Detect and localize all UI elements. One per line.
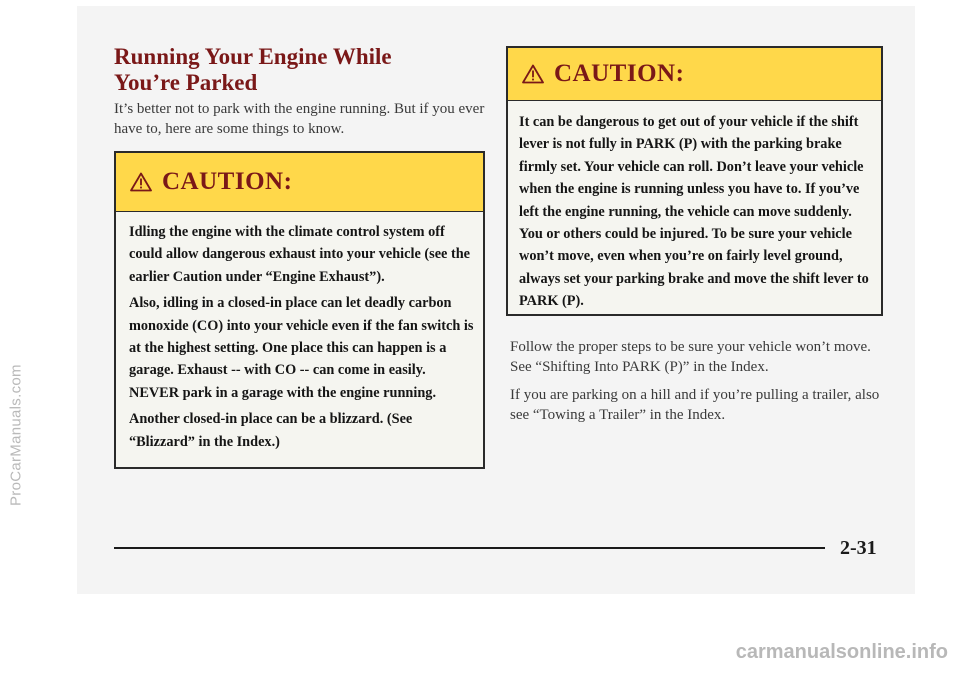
caution-body — [116, 212, 483, 453]
caution-title: CAUTION: — [162, 168, 293, 195]
caution-paragraph: Idling the engine with the climate control system off could allow dangerous exhaust into your vehicle (see the earlier Caution under “Engine Exhaust”). — [129, 224, 471, 285]
caution-paragraph: Another closed-in place can be a blizzard. (See “Blizzard” in the Index.) — [129, 411, 413, 450]
section-heading — [114, 44, 474, 96]
bottom-watermark: carmanualsonline.info — [735, 641, 948, 663]
warning-triangle-icon — [130, 172, 152, 192]
side-watermark: ProCarManuals.com — [7, 364, 25, 506]
caution-paragraph: It can be dangerous to get out of your vehicle if the shift lever is not fully in PARK (P) with the parking brake firmly set. Your vehicle can roll. Don’t leave your vehicle when the engine is running unless you have to. If you’ve left the engine running, the vehicle can move suddenly. You or others could be injured. To be sure your vehicle won’t move, even when you’re on fairly level ground, always set your parking brake and move the shift lever to PARK (P). — [519, 114, 869, 310]
intro-paragraph: It’s better not to park with the engine running. But if you ever have to, here are some things to know. — [114, 101, 485, 137]
section-heading-line2: You’re Parked — [114, 70, 258, 95]
caution-title: CAUTION: — [554, 60, 685, 87]
follow-paragraph: Follow the proper steps to be sure your vehicle won’t move. See “Shifting Into PARK (P)” in the Index. — [510, 339, 871, 375]
caution-body — [508, 101, 881, 313]
caution-header — [508, 48, 881, 101]
section-heading-line1: Running Your Engine While — [114, 44, 392, 69]
caution-box-exhaust — [114, 151, 485, 469]
page-number: 2-31 — [840, 537, 877, 559]
follow-text — [510, 337, 880, 433]
footer-rule — [114, 547, 825, 549]
caution-header — [116, 153, 483, 212]
caution-paragraph: Also, idling in a closed-in place can let deadly carbon monoxide (CO) into your vehicle even if the fan switch is at the highest setting. One place this can happen is a garage. Exhaust -- with CO -- can come in easily. NEVER park in a garage with the engine running. — [129, 295, 474, 401]
warning-triangle-icon — [522, 64, 544, 84]
caution-box-shift-lever — [506, 46, 883, 316]
follow-paragraph: If you are parking on a hill and if you’re pulling a trailer, also see “Towing a Trailer” in the Index. — [510, 387, 880, 423]
